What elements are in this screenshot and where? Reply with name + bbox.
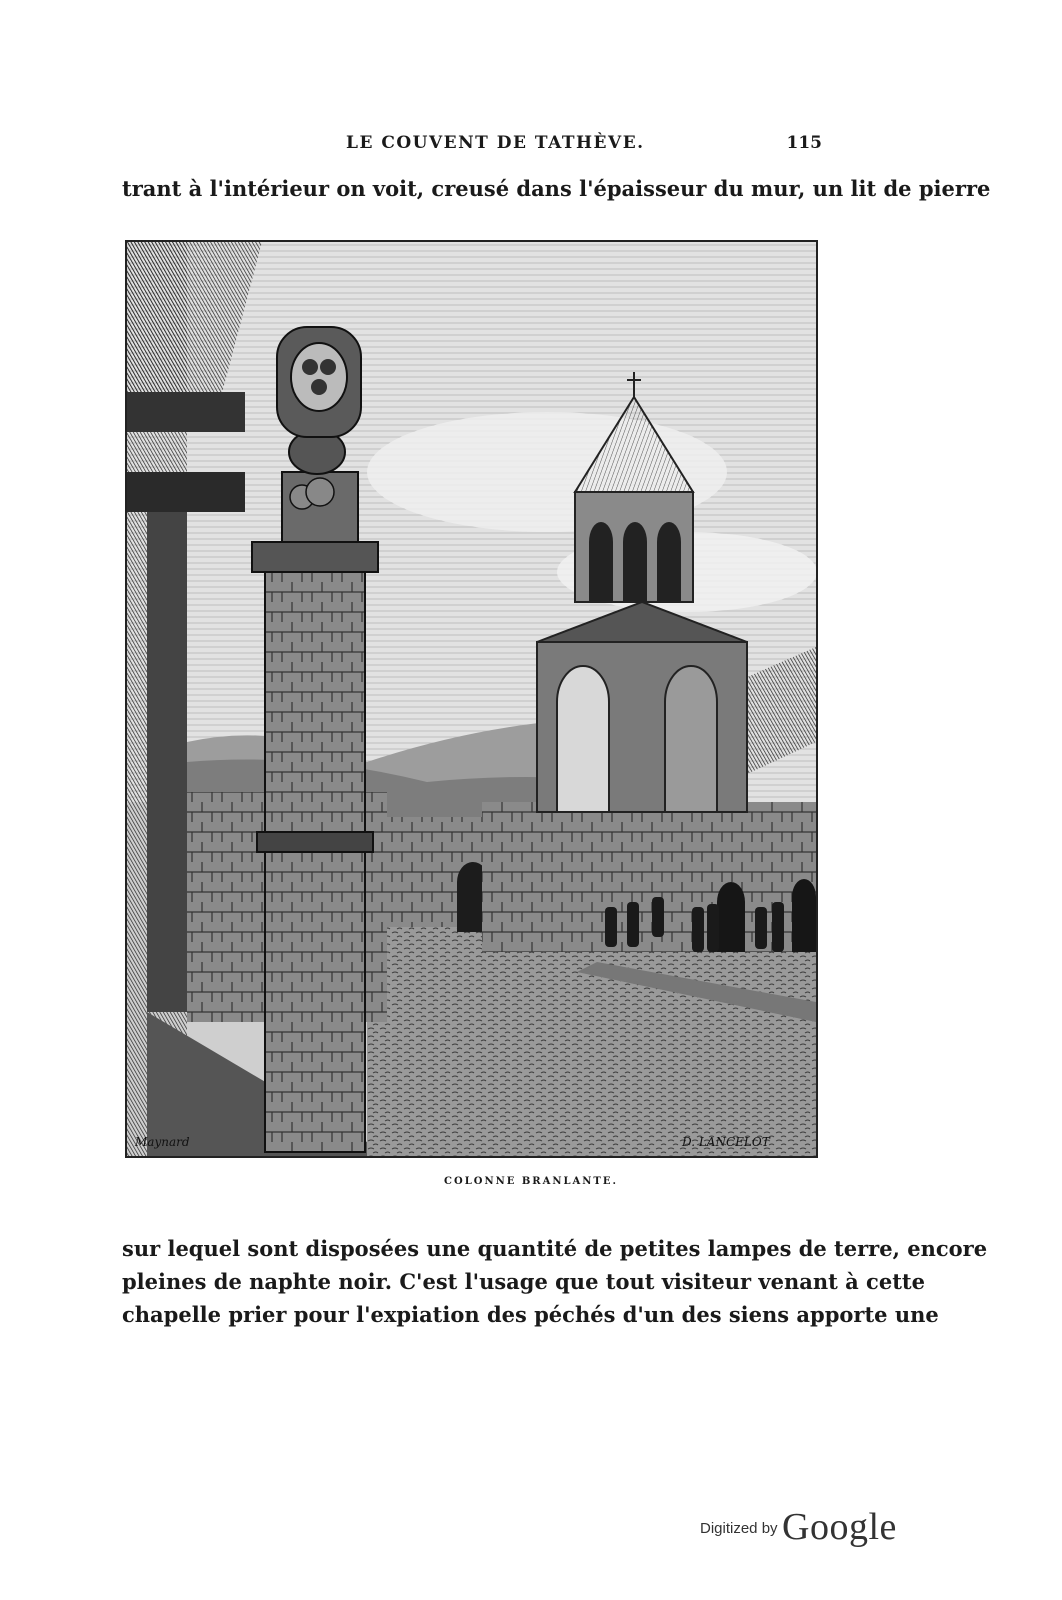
running-header bbox=[122, 133, 822, 157]
text-line: chapelle prier pour l'expiation des péchés d'un des siens apporte une bbox=[122, 1302, 939, 1327]
artist-signature-right: D. LANCELOT bbox=[682, 1135, 770, 1149]
text-line: trant à l'intérieur on voit, creusé dans l'épaisseur du mur, un lit de pierre bbox=[122, 176, 991, 201]
paragraph-top bbox=[122, 172, 991, 205]
text-line: sur lequel sont disposées une quantité de petites lampes de terre, encore bbox=[122, 1236, 988, 1261]
watermark-prefix: Digitized by bbox=[700, 1520, 778, 1537]
page-number: 115 bbox=[786, 133, 822, 153]
figure-caption: COLONNE BRANLANTE. bbox=[444, 1176, 618, 1187]
text-line: pleines de naphte noir. C'est l'usage que tout visiteur venant à cette bbox=[122, 1269, 925, 1294]
paragraph-bottom bbox=[122, 1232, 988, 1331]
engraving-artwork bbox=[127, 242, 816, 1156]
google-logo: Google bbox=[782, 1506, 897, 1548]
engraving-illustration bbox=[125, 240, 818, 1158]
running-title: LE COUVENT DE TATHÈVE. bbox=[346, 133, 645, 153]
artist-signature-left: Maynard bbox=[135, 1135, 190, 1149]
digitization-watermark bbox=[700, 1505, 897, 1549]
